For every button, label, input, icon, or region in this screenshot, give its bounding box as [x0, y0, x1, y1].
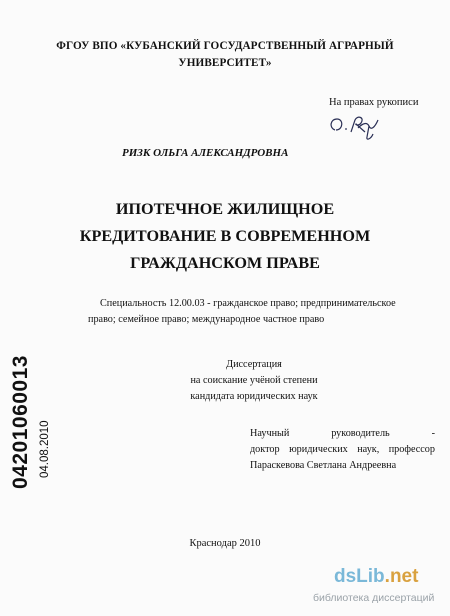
advisor-label-dash: -: [431, 428, 435, 439]
signature-icon: [325, 110, 395, 140]
specialty-block: [88, 296, 424, 328]
dissertation-type-block: [160, 357, 348, 405]
dissertation-line-1: Диссертация: [226, 359, 282, 370]
advisor-degree-word-2: юридических: [289, 444, 348, 455]
watermark-logo-part-1: dsLib: [334, 566, 385, 587]
university-line-1: ФГОУ ВПО «КУБАНСКИЙ ГОСУДАРСТВЕННЫЙ АГРАРНЫЙ: [56, 40, 394, 52]
author-name: РИЗК ОЛЬГА АЛЕКСАНДРОВНА: [122, 147, 289, 159]
dissertation-line-2: на соискание учёной степени: [190, 375, 318, 386]
dissertation-title: [0, 196, 450, 277]
specialty-line-2: право; семейное право; международное частное право: [88, 314, 325, 325]
stamp-date: 04.08.2010: [39, 420, 51, 478]
stamp-number: 04201060013: [9, 355, 32, 489]
dissertation-line-3: кандидата юридических наук: [190, 391, 318, 402]
specialty-line-1: Специальность 12.00.03 - гражданское право; предпринимательское: [100, 298, 396, 309]
city-year: Краснодар 2010: [189, 538, 261, 549]
advisor-name: Параскевова Светлана Андреевна: [250, 460, 397, 471]
advisor-label-word-2: руководитель: [331, 428, 390, 439]
university-line-2: УНИВЕРСИТЕТ»: [178, 57, 272, 69]
advisor-block: [250, 426, 435, 474]
advisor-label-row: [250, 426, 435, 442]
advisor-degree-word-4: профессор: [388, 444, 435, 455]
advisor-degree-word-1: доктор: [250, 444, 280, 455]
watermark-logo: [334, 566, 418, 588]
title-line-3: ГРАЖДАНСКОМ ПРАВЕ: [130, 254, 320, 272]
watermark-logo-part-2: .net: [384, 566, 419, 587]
advisor-label-word-1: Научный: [250, 428, 290, 439]
advisor-degree-word-3: наук,: [357, 444, 380, 455]
rights-note: На правах рукописи: [329, 97, 419, 108]
title-line-2: КРЕДИТОВАНИЕ В СОВРЕМЕННОМ: [79, 227, 371, 245]
university-header: [0, 38, 450, 72]
watermark-caption: библиотека диссертаций: [313, 592, 435, 604]
title-line-1: ИПОТЕЧНОЕ ЖИЛИЩНОЕ: [115, 200, 335, 218]
advisor-degree-row: [250, 442, 435, 458]
